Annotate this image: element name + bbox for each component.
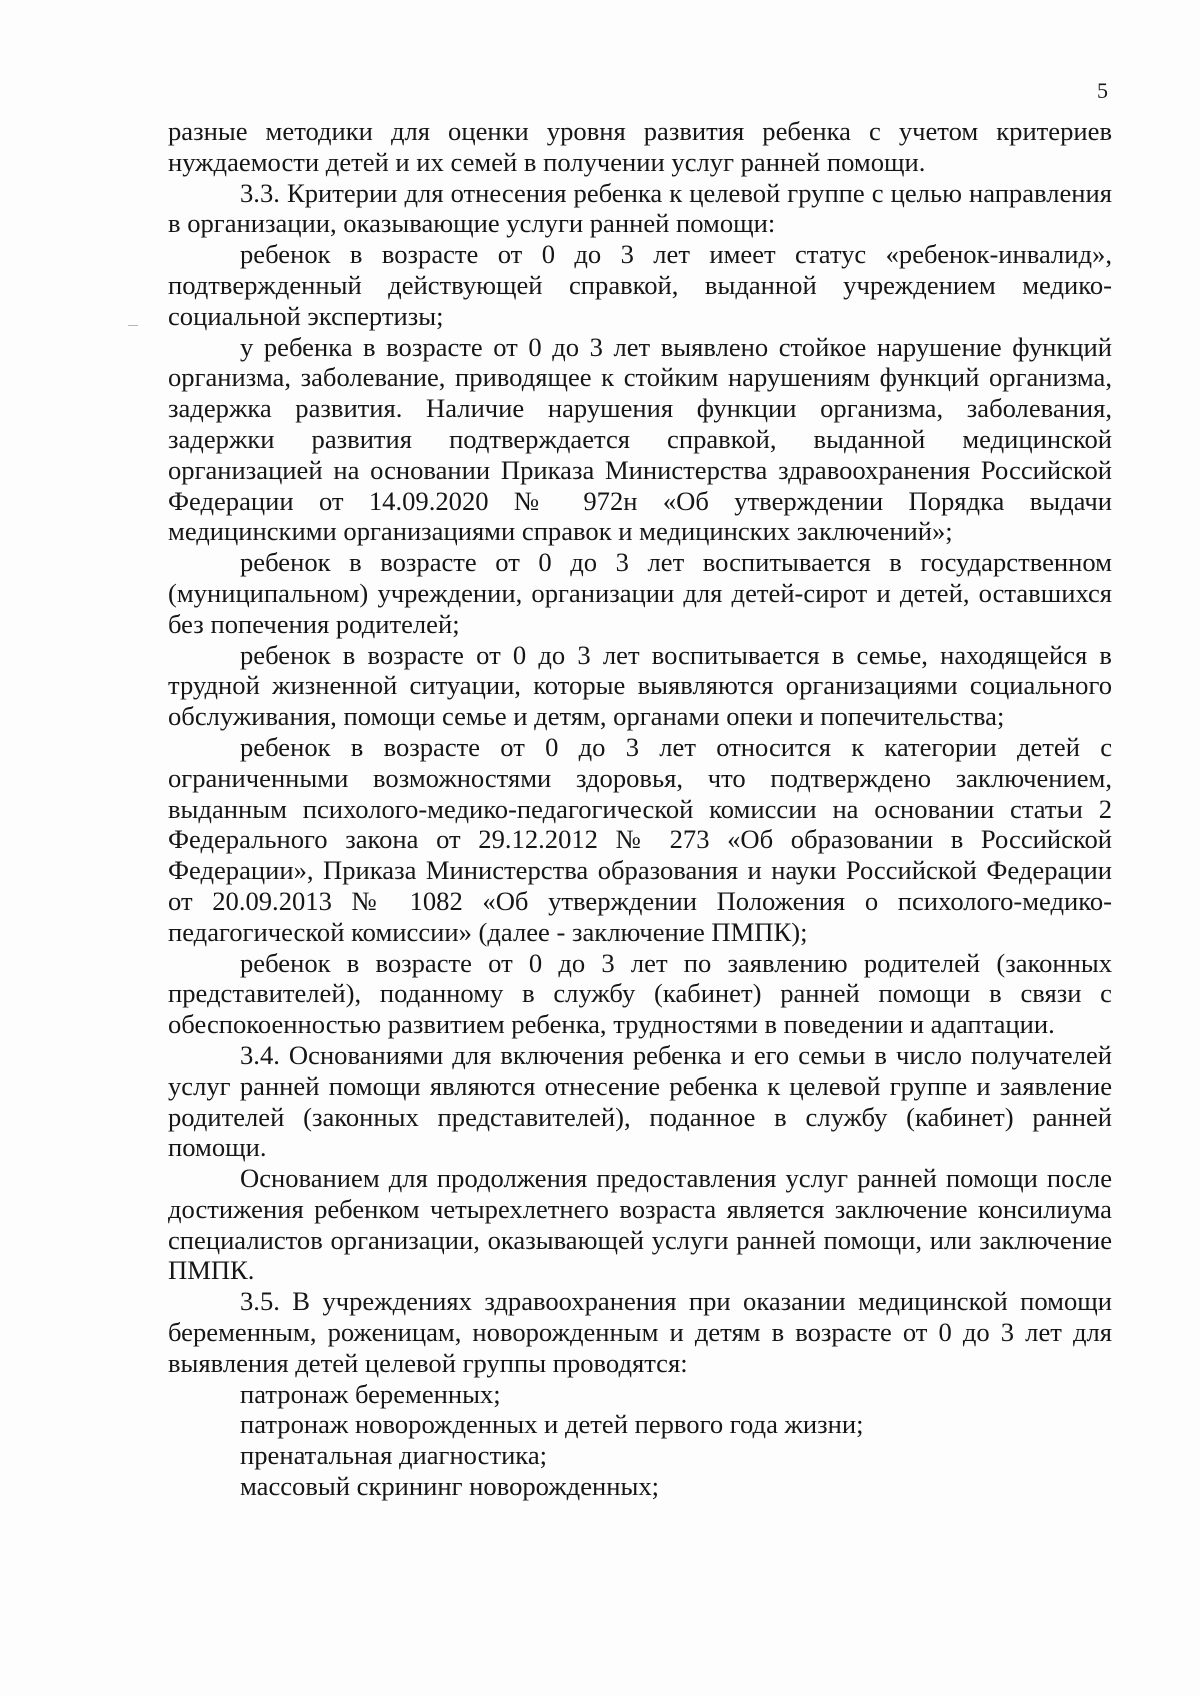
criterion-parent-application: ребенок в возрасте от 0 до 3 лет по заявлению родителей (законных представителей), поданному в службу (кабинет) ранней помощи в связи с обеспокоенностью развитием ребенка, трудностями в поведении и адаптации.: [168, 947, 1112, 1040]
paragraph-continuation: разные методики для оценки уровня развития ребенка с учетом критериев нуждаемости детей и их семей в получении услуг ранней помощи.: [168, 116, 1112, 177]
criterion-orphan-institution: ребенок в возрасте от 0 до 3 лет воспитывается в государственном (муниципальном) учреждении, организации для детей-сирот и детей, оставшихся без попечения родителей;: [168, 547, 1112, 639]
list-item: патронаж беременных;: [240, 1378, 501, 1409]
criterion-limited-health: ребенок в возрасте от 0 до 3 лет относится к категории детей с ограниченными возможностями здоровья, что подтверждено заключением, выданным психолого-медико-педагогической комиссии на основании статьи 2 Федерального закона от 29.12.2012 № 273 «Об образовании в Российской Федерации», Приказа Министерства образования и науки Российской Федерации от 20.09.2013 № 1082 «Об утверждении Положения о психолого-медико-педагогической комиссии» (далее - заключение ПМПК);: [168, 731, 1112, 947]
document-body: [168, 116, 1112, 1502]
criterion-difficult-situation: ребенок в возрасте от 0 до 3 лет воспитывается в семье, находящейся в трудной жизненной ситуации, которые выявляются организациями социального обслуживания, помощи семье и детям, органами опеки и попечительства;: [168, 639, 1112, 732]
paragraph-continuation-services: Основанием для продолжения предоставления услуг ранней помощи после достижения ребенком четырехлетнего возраста является заключение консилиума специалистов организации, оказывающей услуги ранней помощи, или заключение ПМПК.: [168, 1163, 1112, 1286]
margin-mark: [128, 325, 138, 326]
list-item: патронаж новорожденных и детей первого года жизни;: [240, 1409, 864, 1440]
section-3-3: 3.3. Критерии для отнесения ребенка к целевой группе с целью направления в организации, оказывающие услуги ранней помощи:: [168, 177, 1112, 239]
section-3-5: 3.5. В учреждениях здравоохранения при оказании медицинской помощи беременным, роженицам, новорожденным и детям в возрасте от 0 до 3 лет для выявления детей целевой группы проводятся:: [168, 1286, 1112, 1378]
section-3-4: 3.4. Основаниями для включения ребенка и его семьи в число получателей услуг ранней помощи являются отнесение ребенка к целевой группе и заявление родителей (законных представителей), поданное в службу (кабинет) ранней помощи.: [168, 1039, 1112, 1163]
criterion-disabled-status: ребенок в возрасте от 0 до 3 лет имеет статус «ребенок-инвалид», подтвержденный действующей справкой, выданной учреждением медико-социальной экспертизы;: [168, 239, 1112, 331]
list-item: массовый скрининг новорожденных;: [240, 1471, 660, 1502]
page-number: 5: [1097, 78, 1108, 103]
list-item: пренатальная диагностика;: [240, 1440, 548, 1471]
criterion-persistent-impairment: у ребенка в возрасте от 0 до 3 лет выявлено стойкое нарушение функций организма, заболевание, приводящее к стойким нарушениям функций организма, задержка развития. Наличие нарушения функции организма, заболевания, задержки развития подтверждается справкой, выданной медицинской организацией на основании Приказа Министерства здравоохранения Российской Федерации от 14.09.2020 № 972н «Об утверждении Порядка выдачи медицинскими организациями справок и медицинских заключений»;: [168, 331, 1112, 547]
